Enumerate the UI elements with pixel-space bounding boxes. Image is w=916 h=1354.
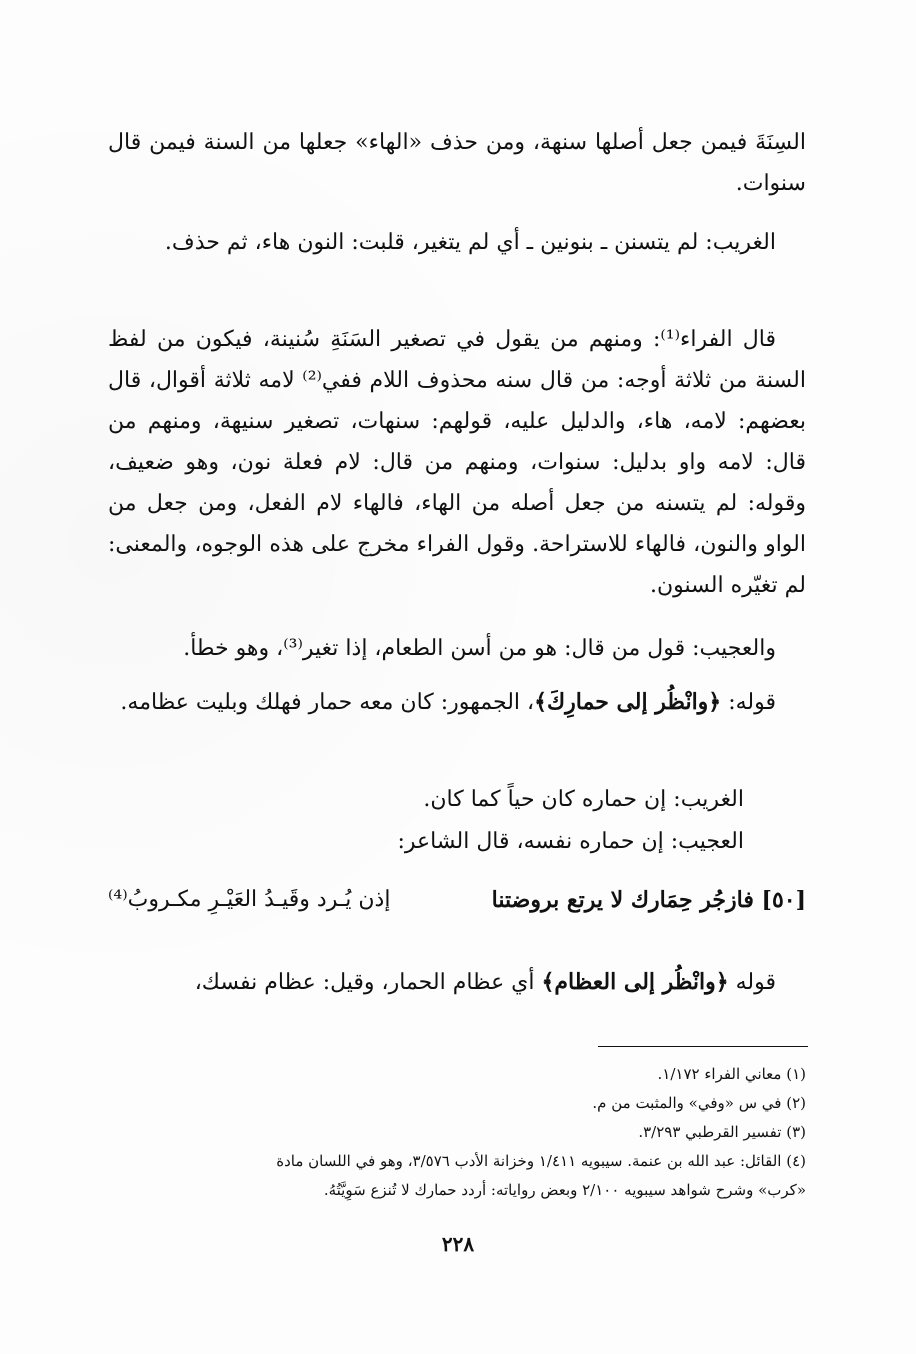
paragraph-text: والعجيب: قول من قال: هو من أسن الطعام، إذا تغير⁽³⁾، وهو خطأ.	[183, 636, 776, 661]
footnote-divider	[598, 1046, 808, 1047]
footnote-1: (١) معاني الفراء ١/١٧٢.	[657, 1065, 806, 1083]
page-number: ٢٢٨	[441, 1232, 475, 1256]
paragraph-ajib-2: العجيب: إن حماره نفسه، قال الشاعر:	[397, 829, 744, 854]
paragraph-rest: أي عظام الحمار، وقيل: عظام نفسك،	[194, 970, 542, 995]
footnotes	[108, 1060, 806, 1205]
verse-first-hemistich	[492, 880, 806, 920]
paragraph-prefix: قوله	[728, 970, 776, 995]
paragraph-text: السِنَةَ فيمن جعل أصلها سنهة، ومن حذف «الهاء» جعلها من السنة فيمن قال سنوات.	[108, 130, 806, 196]
paragraph-izam	[108, 962, 806, 1003]
footnote-4: (٤) القائل: عبد الله بن عنمة. سيبويه ١/٤١١ وخزانة الأدب ٣/٥٧٦، وهو في اللسان مادة	[276, 1152, 806, 1170]
paragraph-gharib-1	[108, 222, 806, 263]
paragraph-text	[108, 962, 806, 1003]
footnote-3: (٣) تفسير القرطبي ٣/٢٩٣.	[638, 1123, 806, 1141]
verse-second-hemistich: إذن يُـرد وقَيـدُ العَيْـرِ مكـروبُ⁽⁴⁾	[108, 887, 391, 912]
quran-quote: ﴿وانْظُر إلى حمارِكَ﴾	[534, 689, 722, 715]
paragraph-sinah	[108, 122, 806, 204]
paragraph-text	[108, 682, 806, 723]
verse-number: [٥٠]	[761, 887, 806, 913]
paragraph-text: الغريب: لم يتسنن ـ بنونين ـ أي لم يتغير، قلبت: النون هاء، ثم حذف.	[164, 230, 776, 255]
quran-quote: ﴿وانْظُر إلى العظام﴾	[541, 969, 729, 995]
paragraph-ajib-1	[108, 628, 806, 669]
paragraph-text: قال الفراء⁽¹⁾: ومنهم من يقول في تصغير السَنَةِ سُنينة، فيكون من لفظ السنة من ثلاثة أوجه: من قال سنه محذوف اللام ففي⁽²⁾ لامه ثلاثة أقوال، قال بعضهم: لامه، هاء، والدليل عليه، قولهم: سنهات، تصغير سنيهة، ومنهم من قال: لامه واو بدليل: سنوات، ومنهم من قال: لام فعلة نون، وهو ضعيف، وقوله: لم يتسنه من جعل أصله من الهاء، فالهاء لام الفعل، ومن جعل من الواو والنون، فالهاء للاستراحة. وقول الفراء مخرج على هذه الوجوه، والمعنى: لم تغيّره السنون.	[108, 327, 806, 598]
paragraph-farra	[108, 319, 806, 606]
paragraph-himar	[108, 682, 806, 723]
footnote-4-continued: «كرب» وشرح شواهد سيبويه ٢/١٠٠ وبعض رواياته: أردد حمارك لا تُنزع سَوِيَّتُهُ.	[323, 1181, 806, 1199]
paragraph-prefix: قوله:	[721, 690, 776, 715]
footnote-2: (٢) في س «وفي» والمثبت من م.	[592, 1094, 806, 1112]
paragraph-rest: ، الجمهور: كان معه حمار فهلك وبليت عظامه.	[120, 690, 535, 715]
paragraph-gharib-2: الغريب: إن حماره كان حياً كما كان.	[423, 787, 744, 812]
poetry-verse	[108, 880, 806, 920]
verse-first-text: فازجُر حِمَارك لا يرتع بروضتنا	[491, 887, 754, 913]
